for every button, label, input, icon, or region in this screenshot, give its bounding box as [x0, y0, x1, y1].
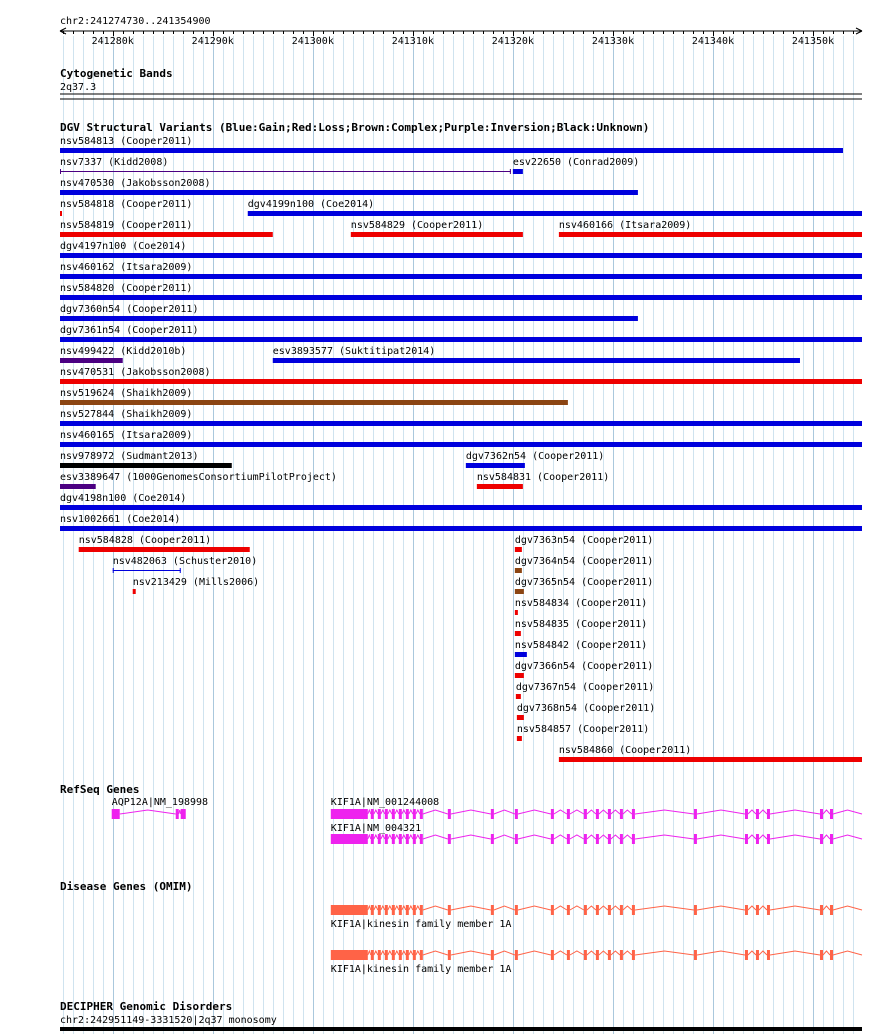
- omim-track-title: Disease Genes (OMIM): [60, 880, 193, 893]
- dgv-feature-bar[interactable]: [60, 211, 62, 216]
- dgv-feature-label: nsv584829 (Cooper2011): [350, 220, 484, 231]
- dgv-feature-label: dgv7368n54 (Cooper2011): [516, 703, 656, 714]
- gene-exon: [745, 950, 748, 960]
- gene-exon: [745, 834, 748, 844]
- gene-exon: [830, 950, 833, 960]
- dgv-feature-label: nsv584842 (Cooper2011): [514, 640, 648, 651]
- refseq-genes-track[interactable]: [60, 783, 862, 844]
- gene-exon: [830, 809, 833, 819]
- ruler-tick-label: 241290k: [191, 36, 234, 47]
- gene-exon: [448, 905, 451, 915]
- gene-exon: [515, 809, 518, 819]
- cytogenetic-bands-track[interactable]: [60, 67, 862, 99]
- dgv-feature[interactable]: [60, 472, 337, 489]
- dgv-feature[interactable]: [60, 493, 862, 510]
- ruler-tick-label: 241350k: [791, 36, 835, 47]
- dgv-feature-bar[interactable]: [60, 358, 123, 363]
- dgv-feature-label: dgv7363n54 (Cooper2011): [514, 535, 654, 546]
- dgv-feature-label: esv22650 (Conrad2009): [512, 157, 640, 168]
- dgv-feature-bar[interactable]: [79, 547, 250, 552]
- dgv-feature-bar[interactable]: [60, 274, 862, 279]
- gene-exon: [413, 950, 416, 960]
- cytoband-track-title: Cytogenetic Bands: [60, 67, 173, 80]
- gene-exon: [420, 950, 423, 960]
- ruler-tick-label: 241310k: [391, 36, 434, 47]
- gene-exon: [756, 905, 759, 915]
- gene-exon: [608, 834, 611, 844]
- dgv-feature-bar[interactable]: [477, 484, 523, 489]
- dgv-feature-label: nsv584860 (Cooper2011): [558, 745, 692, 756]
- dgv-feature-label: nsv584819 (Cooper2011): [60, 220, 193, 231]
- dgv-feature-label: nsv460166 (Itsara2009): [558, 220, 692, 231]
- dgv-feature-bar[interactable]: [60, 253, 862, 258]
- gene-intron: [368, 906, 862, 910]
- gene-exon: [392, 834, 395, 844]
- gene-exon: [491, 809, 494, 819]
- gene-exon: [413, 809, 416, 819]
- gene-exon: [567, 809, 570, 819]
- gene-exon: [767, 905, 770, 915]
- dgv-feature-bar[interactable]: [60, 421, 862, 426]
- gene-exon: [491, 950, 494, 960]
- dgv-feature-bar[interactable]: [60, 526, 862, 531]
- gene-exon: [371, 905, 374, 915]
- gene-exon: [632, 834, 635, 844]
- gene-model[interactable]: [331, 823, 862, 844]
- gene-exon: [515, 950, 518, 960]
- gene-exon: [420, 809, 423, 819]
- gene-exon: [608, 809, 611, 819]
- gene-exon: [608, 950, 611, 960]
- dgv-feature[interactable]: [60, 199, 192, 216]
- gene-exon: [632, 809, 635, 819]
- gene-exon: [632, 950, 635, 960]
- gene-exon: [608, 905, 611, 915]
- dgv-feature[interactable]: [60, 178, 638, 195]
- gene-exon: [378, 809, 381, 819]
- dgv-feature[interactable]: [60, 304, 638, 321]
- gene-label: KIF1A|NM_004321: [330, 823, 422, 834]
- gene-exon: [694, 905, 697, 915]
- dgv-feature-label: nsv978972 (Sudmant2013): [60, 451, 199, 462]
- dgv-feature-bar[interactable]: [60, 232, 273, 237]
- dgv-feature-bar[interactable]: [60, 505, 862, 510]
- dgv-feature[interactable]: [60, 241, 862, 258]
- dgv-feature-label: dgv7364n54 (Cooper2011): [514, 556, 654, 567]
- dgv-feature[interactable]: [515, 661, 653, 678]
- gene-exon: [756, 950, 759, 960]
- gene-exon: [551, 905, 554, 915]
- gene-exon: [385, 950, 388, 960]
- dgv-feature-bar[interactable]: [515, 631, 521, 636]
- gene-label: AQP12A|NM_198998: [111, 797, 209, 808]
- gene-exon: [596, 834, 599, 844]
- gene-exon: [620, 809, 623, 819]
- gene-exon: [820, 950, 823, 960]
- dgv-feature-bar[interactable]: [515, 547, 522, 552]
- gene-exon: [399, 905, 402, 915]
- dgv-feature[interactable]: [60, 283, 862, 300]
- gene-exon: [331, 834, 368, 844]
- gene-exon: [181, 809, 186, 819]
- dgv-feature[interactable]: [515, 640, 647, 657]
- gene-exon: [820, 834, 823, 844]
- dgv-feature[interactable]: [515, 619, 647, 636]
- gene-exon: [567, 905, 570, 915]
- gene-exon: [413, 905, 416, 915]
- dgv-feature-bar[interactable]: [513, 169, 523, 174]
- dgv-feature-label: nsv584828 (Cooper2011): [78, 535, 212, 546]
- gene-label: KIF1A|NM_001244008: [330, 797, 440, 808]
- dgv-feature-label: dgv7366n54 (Cooper2011): [514, 661, 654, 672]
- dgv-feature-label: nsv7337 (Kidd2008): [60, 157, 169, 168]
- gene-exon: [392, 809, 395, 819]
- ruler-ticks: [64, 31, 854, 47]
- gene-intron: [368, 951, 862, 955]
- refseq-gene-list: [112, 797, 862, 844]
- dgv-feature-bar[interactable]: [248, 211, 862, 216]
- gene-exon: [448, 809, 451, 819]
- gene-model[interactable]: [331, 797, 862, 819]
- gene-exon: [515, 905, 518, 915]
- gene-exon: [176, 809, 179, 819]
- gene-exon: [596, 809, 599, 819]
- dgv-feature-bar[interactable]: [517, 736, 522, 741]
- gene-label: KIF1A|kinesin family member 1A: [330, 919, 512, 930]
- dgv-track-title: DGV Structural Variants (Blue:Gain;Red:Loss;Brown:Complex;Purple:Inversion;Black:Unknown): [60, 121, 650, 134]
- gene-exon: [767, 809, 770, 819]
- gene-exon: [551, 834, 554, 844]
- dgv-feature[interactable]: [273, 346, 800, 363]
- dgv-feature-label: dgv7360n54 (Cooper2011): [60, 304, 199, 315]
- dgv-feature-rows: [60, 136, 862, 762]
- gene-exon: [767, 950, 770, 960]
- gene-exon: [632, 905, 635, 915]
- dgv-feature-label: dgv7367n54 (Cooper2011): [515, 682, 655, 693]
- gene-exon: [596, 905, 599, 915]
- dgv-structural-variants-track[interactable]: [60, 121, 862, 762]
- gene-exon: [448, 950, 451, 960]
- dgv-feature[interactable]: [60, 451, 232, 468]
- gene-exon: [745, 905, 748, 915]
- decipher-genomic-disorders-track[interactable]: [60, 1000, 862, 1031]
- dgv-feature-label: nsv470531 (Jakobsson2008): [60, 367, 211, 378]
- dgv-feature[interactable]: [351, 220, 523, 237]
- gene-exon: [371, 950, 374, 960]
- ruler-tick-label: 241340k: [691, 36, 735, 47]
- dgv-feature[interactable]: [513, 157, 639, 174]
- dgv-feature[interactable]: [133, 577, 259, 594]
- gene-exon: [371, 809, 374, 819]
- decipher-track-title: DECIPHER Genomic Disorders: [60, 1000, 233, 1013]
- gene-exon: [392, 905, 395, 915]
- dgv-feature-bar[interactable]: [515, 652, 527, 657]
- dgv-feature[interactable]: [60, 136, 843, 153]
- gene-exon: [420, 834, 423, 844]
- dgv-feature-label: esv3893577 (Suktitipat2014): [272, 346, 436, 357]
- dgv-feature-bar[interactable]: [60, 379, 862, 384]
- dgv-feature[interactable]: [60, 409, 862, 426]
- gene-exon: [567, 834, 570, 844]
- gene-exon: [448, 834, 451, 844]
- dgv-feature[interactable]: [515, 556, 653, 573]
- gene-exon: [392, 950, 395, 960]
- gene-exon: [378, 950, 381, 960]
- dgv-feature-bar[interactable]: [60, 400, 568, 405]
- dgv-feature-label: dgv4198n100 (Coe2014): [60, 493, 187, 504]
- dgv-feature-label: nsv584813 (Cooper2011): [60, 136, 193, 147]
- gene-intron: [368, 835, 862, 839]
- dgv-feature-bar[interactable]: [60, 295, 862, 300]
- gene-exon: [620, 834, 623, 844]
- gene-exon: [385, 834, 388, 844]
- gene-exon: [406, 905, 409, 915]
- gene-exon: [694, 834, 697, 844]
- dgv-feature-label: nsv499422 (Kidd2010b): [60, 346, 187, 357]
- gene-exon: [820, 809, 823, 819]
- disease-genes-omim-track[interactable]: [60, 880, 862, 975]
- dgv-feature-bar[interactable]: [559, 757, 862, 762]
- gene-exon: [378, 905, 381, 915]
- gene-label: KIF1A|kinesin family member 1A: [330, 964, 512, 975]
- ruler-tick-label: 241330k: [591, 36, 634, 47]
- gene-exon: [694, 809, 697, 819]
- ruler-tick-label: 241280k: [91, 36, 134, 47]
- dgv-feature-bar[interactable]: [515, 673, 524, 678]
- gene-exon: [371, 834, 374, 844]
- gene-intron: [368, 810, 862, 814]
- dgv-feature-label: nsv584834 (Cooper2011): [514, 598, 648, 609]
- ruler-tick-label: 241320k: [491, 36, 534, 47]
- dgv-feature[interactable]: [559, 220, 862, 237]
- dgv-feature-bar[interactable]: [60, 148, 843, 153]
- dgv-feature[interactable]: [60, 262, 862, 279]
- gene-exon: [385, 905, 388, 915]
- gene-exon: [378, 834, 381, 844]
- coordinate-ruler[interactable]: [60, 16, 862, 47]
- gene-exon: [551, 950, 554, 960]
- dgv-feature[interactable]: [517, 703, 655, 720]
- gene-exon: [491, 905, 494, 915]
- gene-exon: [515, 834, 518, 844]
- dgv-feature-bar[interactable]: [515, 589, 524, 594]
- dgv-feature-label: nsv584820 (Cooper2011): [60, 283, 193, 294]
- dgv-feature-label: nsv460162 (Itsara2009): [60, 262, 193, 273]
- gene-exon: [491, 834, 494, 844]
- dgv-feature[interactable]: [515, 535, 653, 552]
- dgv-feature-label: nsv470530 (Jakobsson2008): [60, 178, 211, 189]
- dgv-feature[interactable]: [515, 577, 653, 594]
- gene-exon: [767, 834, 770, 844]
- dgv-feature-bar[interactable]: [516, 694, 521, 699]
- gene-exon: [413, 834, 416, 844]
- dgv-feature[interactable]: [60, 430, 862, 447]
- gene-exon: [756, 809, 759, 819]
- dgv-feature-label: nsv213429 (Mills2006): [132, 577, 260, 588]
- gene-exon: [567, 950, 570, 960]
- dgv-feature-label: nsv482063 (Schuster2010): [112, 556, 258, 567]
- dgv-feature-bar[interactable]: [60, 316, 638, 321]
- dgv-feature-label: dgv7361n54 (Cooper2011): [60, 325, 199, 336]
- gene-exon: [399, 834, 402, 844]
- ruler-tick-label: 241300k: [291, 36, 334, 47]
- dgv-feature-bar[interactable]: [60, 337, 862, 342]
- dgv-feature-bar[interactable]: [559, 232, 862, 237]
- dgv-feature[interactable]: [79, 535, 250, 552]
- gene-exon: [331, 950, 368, 960]
- dgv-feature-bar[interactable]: [60, 484, 96, 489]
- dgv-feature-bar[interactable]: [133, 589, 136, 594]
- dgv-feature-bar[interactable]: [351, 232, 523, 237]
- gene-exon: [406, 834, 409, 844]
- dgv-feature-label: nsv1002661 (Coe2014): [60, 514, 181, 525]
- dgv-feature-bar[interactable]: [517, 715, 524, 720]
- dgv-feature-bar[interactable]: [515, 568, 522, 573]
- dgv-feature[interactable]: [60, 514, 862, 531]
- dgv-feature-label: dgv7365n54 (Cooper2011): [514, 577, 654, 588]
- dgv-feature-bar[interactable]: [515, 610, 518, 615]
- dgv-feature-label: nsv584835 (Cooper2011): [514, 619, 648, 630]
- gene-exon: [406, 950, 409, 960]
- dgv-feature[interactable]: [60, 220, 273, 237]
- dgv-feature[interactable]: [559, 745, 862, 762]
- gene-exon: [745, 809, 748, 819]
- dgv-feature-label: nsv519624 (Shaikh2009): [60, 388, 193, 399]
- dgv-feature-label: esv3389647 (1000GenomesConsortiumPilotProject): [60, 472, 337, 483]
- gene-model[interactable]: [331, 905, 862, 930]
- gene-exon: [820, 905, 823, 915]
- gene-exon: [406, 809, 409, 819]
- gene-exon: [830, 834, 833, 844]
- gene-exon: [584, 950, 587, 960]
- ruler-locus: chr2:241274730..241354900: [60, 16, 211, 27]
- gene-exon: [694, 950, 697, 960]
- gene-exon: [584, 834, 587, 844]
- gene-model[interactable]: [331, 950, 862, 975]
- decipher-feature-bar[interactable]: [60, 1027, 862, 1031]
- dgv-feature[interactable]: [515, 598, 647, 615]
- dgv-feature-label: dgv4199n100 (Coe2014): [247, 199, 375, 210]
- dgv-feature[interactable]: [60, 325, 862, 342]
- dgv-feature-bar[interactable]: [60, 442, 862, 447]
- dgv-feature-label: dgv7362n54 (Cooper2011): [465, 451, 605, 462]
- gene-exon: [399, 809, 402, 819]
- dgv-feature[interactable]: [113, 556, 258, 573]
- refseq-track-title: RefSeq Genes: [60, 783, 140, 796]
- dgv-feature-bar[interactable]: [60, 463, 232, 468]
- dgv-feature-bar[interactable]: [273, 358, 800, 363]
- gene-exon: [620, 905, 623, 915]
- dgv-feature[interactable]: [248, 199, 862, 216]
- gene-exon: [584, 905, 587, 915]
- gene-exon: [620, 950, 623, 960]
- gene-exon: [756, 834, 759, 844]
- omim-gene-list: [331, 905, 862, 975]
- gene-exon: [584, 809, 587, 819]
- gene-exon: [596, 950, 599, 960]
- dgv-feature-label: nsv584818 (Cooper2011): [60, 199, 193, 210]
- dgv-feature-label: nsv527844 (Shaikh2009): [60, 409, 193, 420]
- dgv-feature[interactable]: [60, 367, 862, 384]
- gene-exon: [399, 950, 402, 960]
- cytoband-label: 2q37.3: [60, 82, 97, 93]
- dgv-feature-label: dgv4197n100 (Coe2014): [60, 241, 187, 252]
- gene-intron: [120, 810, 181, 814]
- decipher-feature-label[interactable]: chr2:242951149-3331520|2q37 monosomy: [60, 1015, 277, 1026]
- gene-exon: [551, 809, 554, 819]
- gene-exon: [830, 905, 833, 915]
- gene-exon: [420, 905, 423, 915]
- dgv-feature-bar[interactable]: [466, 463, 525, 468]
- gene-exon: [331, 905, 368, 915]
- gene-exon: [112, 809, 120, 819]
- dgv-feature-label: nsv584831 (Cooper2011): [476, 472, 610, 483]
- dgv-feature-label: nsv584857 (Cooper2011): [516, 724, 650, 735]
- dgv-feature-bar[interactable]: [60, 190, 638, 195]
- gene-exon: [331, 809, 368, 819]
- gene-exon: [385, 809, 388, 819]
- dgv-feature-label: nsv460165 (Itsara2009): [60, 430, 193, 441]
